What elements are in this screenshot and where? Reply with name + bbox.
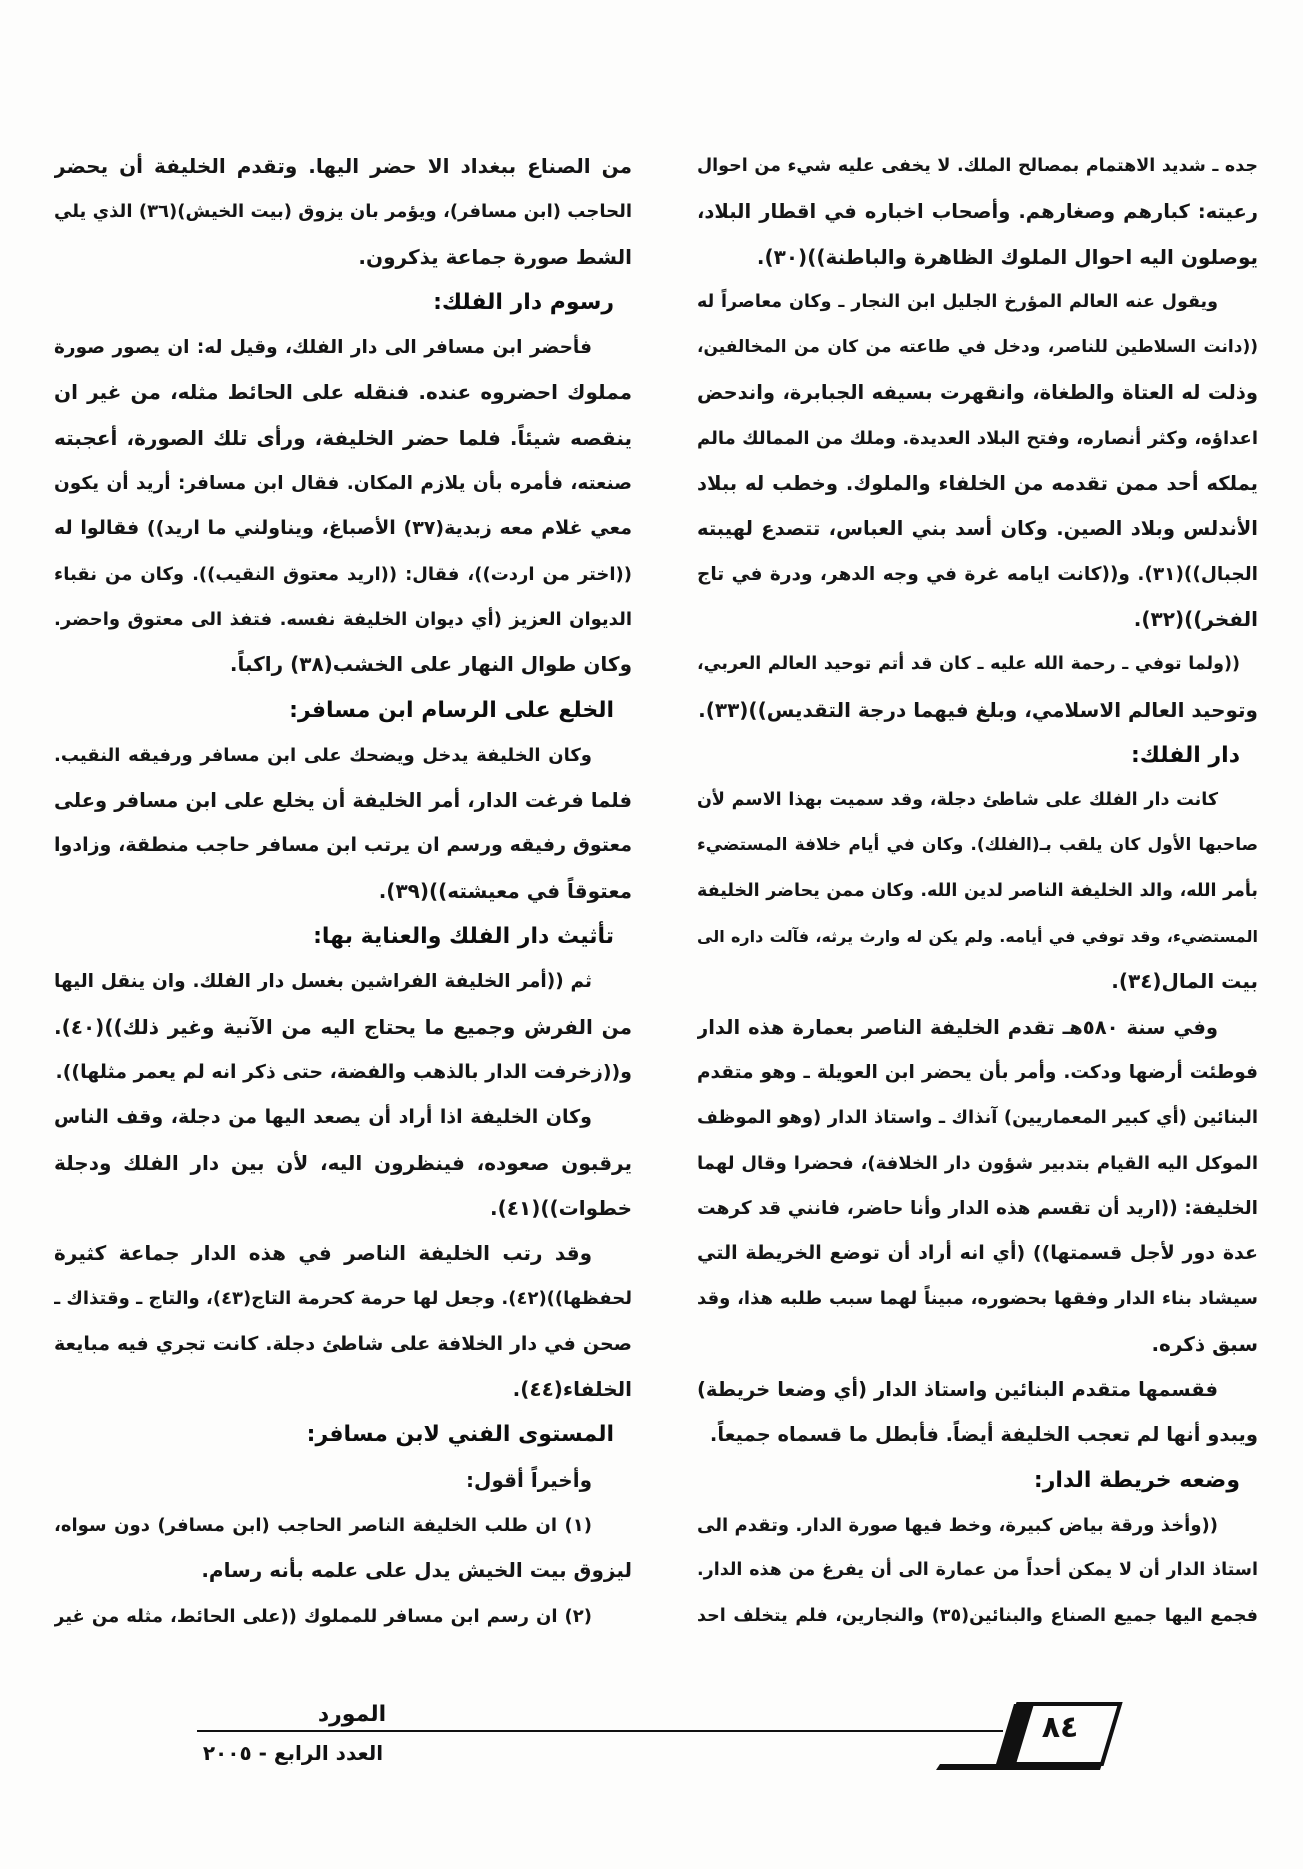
text-line: ((اختر من اردت))، فقال: ((اريد معتوق النقيب)). وكان من نقباء bbox=[54, 563, 632, 585]
right-text-column bbox=[697, 144, 1258, 1639]
text-line: ((وأخذ ورقة بياض كبيرة، وخط فيها صورة الدار. وتقدم الى bbox=[697, 1514, 1218, 1536]
text-line: وتوحيد العالم الاسلامي، وبلغ فيهما درجة التقديس))(٣٣). bbox=[698, 697, 1258, 722]
text-line: وفي سنة ٥٨٠هـ تقدم الخليفة الناصر بعمارة هذه الدار bbox=[697, 1015, 1218, 1039]
section-heading: المستوى الفني لابن مسافر: bbox=[306, 1422, 614, 1448]
footer-rule-graphic bbox=[0, 1680, 1303, 1790]
text-line: الحاجب (ابن مسافر)، ويؤمر بان يزوق (بيت الخيش)(٣٦) الذي يلي bbox=[54, 201, 632, 223]
text-line: صحن في دار الخلافة على شاطئ دجلة. كانت تجري فيه مبايعة bbox=[54, 1332, 632, 1355]
left-text-column bbox=[54, 144, 632, 1639]
text-line: وذلت له العتاة والطغاة، وانقهرت بسيفه الجبابرة، واندحض bbox=[697, 381, 1258, 405]
text-line: الجبال))(٣١). و((كانت ايامه غرة في وجه الدهر، ودرة في تاج bbox=[697, 563, 1258, 585]
text-line: من الصناع ببغداد الا حضر اليها. وتقدم الخليفة أن يحضر bbox=[54, 154, 632, 178]
text-line: اعداؤه، وكثر أنصاره، وفتح البلاد العديدة. وملك من الممالك مالم bbox=[697, 427, 1258, 449]
text-line: استاذ الدار أن لا يمكن أحداً من عمارة الى أن يفرغ من هذه الدار. bbox=[697, 1560, 1258, 1581]
section-heading: الخلع على الرسام ابن مسافر: bbox=[289, 697, 614, 723]
text-line: بأمر الله، والد الخليفة الناصر لدين الله. وكان ممن يحاضر الخليفة bbox=[697, 880, 1258, 901]
text-line: الموكل اليه القيام بتدبير شؤون دار الخلافة)، فحضرا وقال لهما bbox=[697, 1152, 1258, 1174]
text-line: فقسمها متقدم البنائين واستاذ الدار (أي وضعا خريطة) bbox=[697, 1378, 1218, 1402]
text-line: فلما فرغت الدار، أمر الخليفة أن يخلع على ابن مسافر وعلى bbox=[54, 789, 632, 813]
text-line: ويبدو أنها لم تعجب الخليفة أيضاً. فأبطل ما قسماه جميعاً. bbox=[709, 1423, 1258, 1447]
text-line: وكان الخليفة اذا أراد أن يصعد اليها من دجلة، وقف الناس bbox=[54, 1106, 592, 1129]
text-line: معي غلام معه زبدية(٣٧) الأصباغ، ويناولني ما اريد)) فقالوا له bbox=[54, 517, 632, 540]
text-line: معتوق رفيقه ورسم ان يرتب ابن مسافر حاجب منطقة، وزادوا bbox=[54, 834, 632, 857]
page-number: ٨٤ bbox=[1041, 1710, 1079, 1745]
section-heading: رسوم دار الفلك: bbox=[433, 289, 614, 315]
text-line: بيت المال(٣٤). bbox=[1111, 969, 1258, 994]
text-line: سبق ذكره. bbox=[1151, 1331, 1258, 1356]
section-heading: تأثيث دار الفلك والعناية بها: bbox=[313, 924, 614, 950]
text-line: لحفظها))(٤٢). وجعل لها حرمة كحرمة التاج(٤٣)، والتاج ـ وقتذاك ـ bbox=[54, 1288, 632, 1310]
text-line: وقد رتب الخليفة الناصر في هذه الدار جماعة كثيرة bbox=[54, 1241, 592, 1266]
text-line: الخلفاء(٤٤). bbox=[512, 1377, 632, 1402]
text-line: فجمع اليها جميع الصناع والبنائين(٣٥) والنجارين، فلم يتخلف احد bbox=[697, 1605, 1258, 1626]
text-line: الشط صورة جماعة يذكرون. bbox=[358, 244, 632, 269]
text-line: سيشاد بناء الدار وفقها بحضوره، مبيناً لهما سبب طلبه هذا، وقد bbox=[697, 1288, 1258, 1310]
section-heading: دار الفلك: bbox=[1130, 742, 1240, 768]
text-line: رعيته: كبارهم وصغارهم. وأصحاب اخباره في اقطار البلاد، bbox=[697, 200, 1258, 224]
text-line: من الفرش وجميع ما يحتاج اليه من الآنية وغير ذلك))(٤٠). bbox=[54, 1014, 632, 1039]
text-line: وكان طوال النهار على الخشب(٣٨) راكباً. bbox=[229, 652, 632, 677]
page-number-frame-base bbox=[936, 1764, 1102, 1770]
text-line: كانت دار الفلك على شاطئ دجلة، وقد سميت بهذا الاسم لأن bbox=[697, 790, 1218, 811]
text-line: المستضيء، وقد توفي في أيامه. ولم يكن له وارث يرثه، فآلت داره الى bbox=[697, 927, 1258, 947]
text-line: صنعته، فأمره بأن يلازم المكان. فقال ابن مسافر: أريد أن يكون bbox=[54, 473, 632, 495]
text-line: مملوك احضروه عنده. فنقله على الحائط مثله، من غير ان bbox=[54, 380, 632, 405]
text-line: خطوات))(٤١). bbox=[490, 1195, 632, 1220]
text-line: ينقصه شيئاً. فلما حضر الخليفة، ورأى تلك الصورة، أعجبته bbox=[54, 425, 632, 450]
text-line: ويقول عنه العالم المؤرخ الجليل ابن النجار ـ وكان معاصراً له bbox=[697, 291, 1218, 312]
text-line: (١) ان طلب الخليفة الناصر الحاجب (ابن مسافر) دون سواه، bbox=[54, 1514, 592, 1536]
text-line: وأخيراً أقول: bbox=[466, 1467, 592, 1492]
text-line: وكان الخليفة يدخل ويضحك على ابن مسافر ورفيقه النقيب. bbox=[54, 744, 592, 766]
text-line: ليزوق بيت الخيش يدل على علمه بأنه رسام. bbox=[201, 1558, 632, 1583]
text-line: يرقبون صعوده، فينظرون اليه، لأن بين دار الفلك ودجلة bbox=[54, 1150, 632, 1175]
text-line: يملكه أحد ممن تقدمه من الخلفاء والملوك. وخطب له ببلاد bbox=[697, 472, 1258, 496]
text-line: ثم ((أمر الخليفة الفراشين بغسل دار الفلك. وان ينقل اليها bbox=[54, 971, 592, 993]
text-line: و((زخرفت الدار بالذهب والفضة، حتى ذكر انه لم يعمر مثلها)). bbox=[55, 1060, 632, 1083]
text-line: الأندلس وبلاد الصين. وكان أسد بني العباس، تتصدع لهيبته bbox=[697, 517, 1258, 541]
text-line: عدة دور لأجل قسمتها)) (أي انه أراد أن توضع الخريطة التي bbox=[697, 1242, 1258, 1265]
issue-label: العدد الرابع - ٢٠٠٥ bbox=[202, 1741, 384, 1765]
text-line: البنائين (أي كبير المعماريين) آنذاك ـ واستاذ الدار (وهو الموظف bbox=[697, 1107, 1258, 1129]
text-line: ((ولما توفي ـ رحمة الله عليه ـ كان قد أتم توحيد العالم العربي، bbox=[697, 654, 1240, 675]
text-line: (٢) ان رسم ابن مسافر للمملوك ((على الحائط، مثله من غير bbox=[54, 1605, 592, 1627]
text-line: الديوان العزيز (أي ديوان الخليفة نفسه. فتفذ الى معتوق واحضر. bbox=[54, 608, 632, 630]
text-line: جده ـ شديد الاهتمام بمصالح الملك. لا يخفى عليه شيء من احوال bbox=[697, 156, 1258, 176]
journal-name: المورد bbox=[317, 1702, 387, 1727]
text-line: يوصلون اليه احوال الملوك الظاهرة والباطنة))(٣٠). bbox=[756, 244, 1258, 269]
text-line: الفخر))(٣٢). bbox=[1133, 606, 1258, 631]
text-line: فأحضر ابن مسافر الى دار الفلك، وقيل له: ان يصور صورة bbox=[54, 337, 592, 359]
section-heading: وضعه خريطة الدار: bbox=[1033, 1467, 1240, 1493]
text-line: معتوقاً في معيشته))(٣٩). bbox=[378, 878, 632, 903]
text-line: صاحبها الأول كان يلقب بـ(الفلك). وكان في أيام خلافة المستضيء bbox=[697, 835, 1258, 856]
text-line: الخليفة: ((اريد أن تقسم هذه الدار وأنا حاضر، فانني قد كرهت bbox=[697, 1197, 1258, 1219]
text-line: فوطئت أرضها ودكت. وأمر بأن يحضر ابن العويلة ـ وهو متقدم bbox=[697, 1061, 1258, 1083]
text-line: ((دانت السلاطين للناصر، ودخل في طاعته من كان من المخالفين، bbox=[697, 337, 1258, 358]
